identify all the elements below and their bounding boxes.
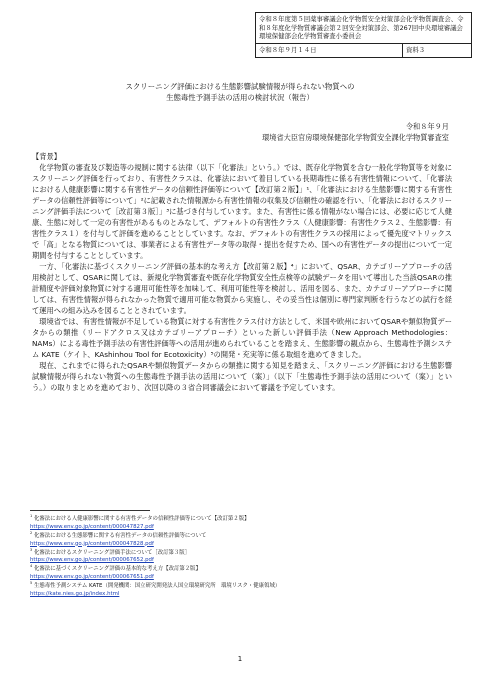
footnote-mark: 5	[30, 581, 33, 586]
footnote-mark: 3	[30, 547, 33, 552]
title-line-1: スクリーニング評価における生態影響試験情報が得られない物質への	[125, 82, 355, 91]
paragraph-4: 現在、これまでに得られたQSARや類似物質データからの類推に関する知見を踏まえ、「スクリーニング評価における生態影響試験情報が得られない物質への生態毒性予測手法の活用について（案）」（以下「生態毒性予測手法の活用について（案）」という。）の取りまとめを進めており、次回以降の３省合同審議会において審議を予定しています。	[32, 361, 452, 393]
issuing-office: 環境省大臣官房環境保健部化学物質安全課化学物質審査室	[262, 133, 449, 143]
issuer-block	[262, 121, 449, 143]
footnote-3	[30, 548, 450, 565]
paragraph-3: 環境省では、有害性情報が不足している物質に対する有害性クラス付け方法として、米国や欧州においてQSARや類似物質データからの類推（リードアクロス又はカテゴリーアプローチ）といった新しい評価手法（New Approach Methodologies：NAMs）による毒性予測手法の有害性評価等への活用が進められていることを踏まえ、生態影響の観点から、生態毒性予測システム KATE（ケイト、KAshinhou Tool for Ecotoxicity）⁵の開発・充実等に係る取組を進めてきました。	[32, 317, 452, 360]
issue-date: 令和８年９月	[405, 122, 449, 131]
page-number: 1	[237, 655, 243, 663]
footnote-divider	[30, 510, 150, 511]
footnote-1	[30, 514, 450, 531]
footnote-text: 化審法における生態影響に関する有害性データの信頼性評価等について	[33, 532, 207, 539]
meeting-info-box	[255, 12, 472, 58]
footnote-text: 化審法における人健康影響に関する有害性データの信頼性評価等について【改訂第２版】	[33, 515, 250, 522]
document-number: 資料３	[406, 45, 426, 54]
paragraph-1: 化学物質の審査及び製造等の規制に関する法律（以下「化審法」という。）では、既存化学物質を含む一般化学物質等を対象にスクリーニング評価を行っており、有害性クラスは、化審法において着目している長期毒性に係る有害性情報について、「化審法における人健康影響に関する有害性データの信頼性評価等について【改訂第２版】」¹、「化審法における生態影響に関する有害性データの信頼性評価等について」²に記載された情報源から有害性情報の収集及び信頼性の確認を行い、「化審法におけるスクリーニング評価手法について［改訂第３版］」³に基づき付与しています。また、有害性に係る情報がない場合には、必要に応じて人健康、生態に対して一定の有害性があるものとみなして、デフォルトの有害性クラス（人健康影響：有害性クラス２、生態影響：有害性クラス１）を付与して評価を進めることとしています。なお、デフォルトの有害性クラスの採用によって優先度マトリックスで「高」となる物質については、事業者による有害性データ等の取得・提出を促すため、国への有害性データの提出について一定期間を付与することとしています。	[32, 163, 452, 261]
meeting-names: 令和８年度第５回薬事審議会化学物質安全対策部会化学物質調査会、令和８年度化学物質審議会第２回安全対策部会、第267回中央環境審議会環境保健部会化学物質審査小委員会	[256, 13, 471, 44]
footnote-mark: 1	[30, 514, 33, 518]
footnote-link[interactable]: https://www.env.go.jp/content/000067652.pdf	[30, 557, 154, 564]
footnote-text: 化審法に基づくスクリーニング評価の基本的な考え方【改訂第２版】	[33, 566, 201, 573]
footnote-5	[30, 581, 450, 598]
paragraph-2: 一方、「化審法に基づくスクリーニング評価の基本的な考え方【改訂第２版】⁴」において、QSAR、カテゴリーアプローチの活用検討として、QSARに関しては、新規化学物質審査や既存化学物質安全性点検等の試験データを用いて導出した当該QSARの推計精度や評価対象物質に対する適用可能性等を加味して、利用可能性等を検討し、活用を図る、また、カテゴリーアプローチに関しては、有害性情報が得られなかった物質で適用可能な物質から実施し、その妥当性は個別に専門家判断を行うなどの試行を経て運用への組み込みを図ることとされています。	[32, 262, 452, 316]
footnote-4	[30, 564, 450, 581]
footnote-text: 生態毒性予測システム KATE（開発機関：国立研究開発法人国立環境研究所 環境リスク・健康領域）	[33, 582, 281, 589]
footnote-link[interactable]: https://www.env.go.jp/content/000067651.pdf	[30, 574, 154, 581]
footnotes	[30, 514, 450, 598]
footnote-link[interactable]: https://www.env.go.jp/content/000047827.pdf	[30, 523, 154, 530]
section-heading-background: 【背景】	[32, 152, 62, 161]
footnote-link[interactable]: https://www.env.go.jp/content/000047828.pdf	[30, 540, 154, 547]
body-text	[32, 151, 452, 393]
footnote-text: 化審法におけるスクリーニング評価手法について［改訂第３版］	[33, 549, 191, 556]
footnote-link[interactable]: https://kate.nies.go.jp/index.html	[30, 590, 120, 597]
footnote-2	[30, 531, 450, 548]
title-line-2: 生態毒性予測手法の活用の検討状況（報告）	[166, 93, 314, 103]
footnote-mark: 2	[30, 530, 33, 535]
footnote-mark: 4	[30, 564, 33, 569]
document-title	[0, 81, 480, 104]
meeting-date: 令和８年９月１４日	[256, 44, 403, 57]
